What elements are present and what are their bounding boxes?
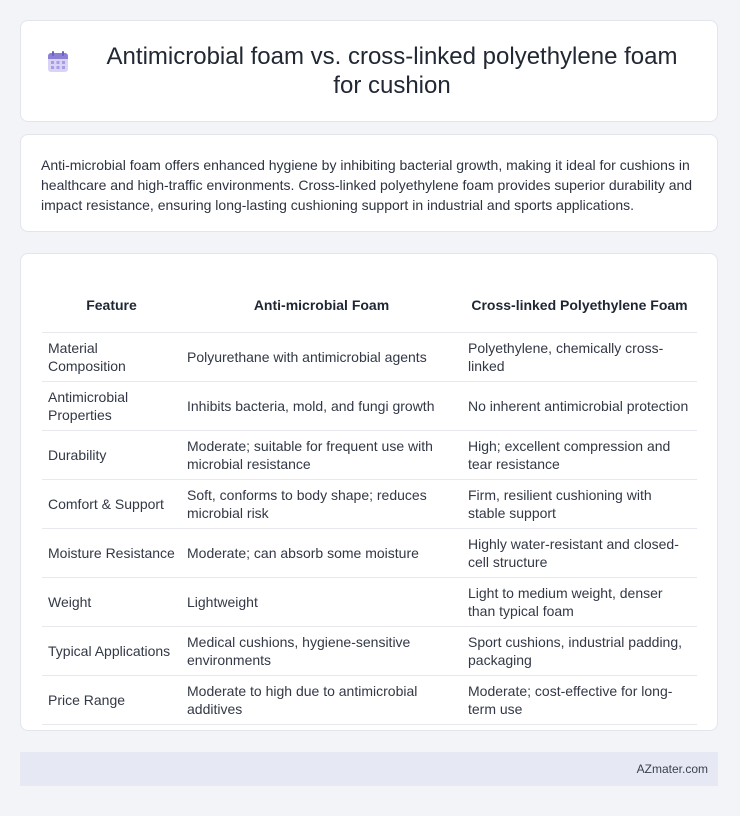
cell-feature: Comfort & Support <box>42 479 181 528</box>
cell-antimicrobial: Lightweight <box>181 577 462 626</box>
cell-antimicrobial: Moderate; can absorb some moisture <box>181 528 462 577</box>
cell-feature: Price Range <box>42 675 181 724</box>
table-row <box>42 675 697 724</box>
cell-polyethylene: Polyethylene, chemically cross-linked <box>462 332 697 381</box>
title-card <box>20 20 718 122</box>
table-row <box>42 430 697 479</box>
table-row <box>42 528 697 577</box>
cell-feature: Moisture Resistance <box>42 528 181 577</box>
table-row <box>42 626 697 675</box>
cell-polyethylene: High; excellent compression and tear resistance <box>462 430 697 479</box>
cell-polyethylene: Highly water-resistant and closed-cell structure <box>462 528 697 577</box>
title-wrap <box>46 42 692 100</box>
cell-feature: Antimicrobial Properties <box>42 381 181 430</box>
cell-polyethylene: No inherent antimicrobial protection <box>462 381 697 430</box>
page-title: Antimicrobial foam vs. cross-linked polyethylene foam for cushion <box>106 43 678 99</box>
cell-feature: Weight <box>42 577 181 626</box>
cell-antimicrobial: Medical cushions, hygiene-sensitive environments <box>181 626 462 675</box>
cell-polyethylene: Moderate; cost-effective for long-term use <box>462 675 697 724</box>
cell-antimicrobial: Polyurethane with antimicrobial agents <box>181 332 462 381</box>
cell-polyethylene: Sport cushions, industrial padding, packaging <box>462 626 697 675</box>
cell-feature: Typical Applications <box>42 626 181 675</box>
cell-feature: Durability <box>42 430 181 479</box>
table-row <box>42 479 697 528</box>
comparison-table <box>42 270 697 725</box>
table-card <box>20 253 718 731</box>
summary-text: Anti-microbial foam offers enhanced hygiene by inhibiting bacterial growth, making it ideal for cushions in healthcare and high-traffic environments. Cross-linked polyethylene foam provides superior durability and impact resistance, ensuring long-lasting cushioning support in industrial and sports applications. <box>41 157 693 213</box>
table-header-row <box>42 270 697 332</box>
header-antimicrobial: Anti-microbial Foam <box>253 296 390 313</box>
cell-antimicrobial: Inhibits bacteria, mold, and fungi growth <box>181 381 462 430</box>
calendar-icon <box>46 50 70 74</box>
summary-card <box>20 134 718 232</box>
cell-polyethylene: Firm, resilient cushioning with stable support <box>462 479 697 528</box>
table-row <box>42 332 697 381</box>
cell-feature: Material Composition <box>42 332 181 381</box>
cell-antimicrobial: Moderate; suitable for frequent use with microbial resistance <box>181 430 462 479</box>
header-polyethylene: Cross-linked Polyethylene Foam <box>471 296 688 313</box>
cell-antimicrobial: Moderate to high due to antimicrobial additives <box>181 675 462 724</box>
cell-polyethylene: Light to medium weight, denser than typical foam <box>462 577 697 626</box>
footer <box>20 752 718 786</box>
table-row <box>42 381 697 430</box>
cell-antimicrobial: Soft, conforms to body shape; reduces microbial risk <box>181 479 462 528</box>
table-row <box>42 577 697 626</box>
header-feature: Feature <box>86 296 137 313</box>
footer-brand[interactable]: AZmater.com <box>636 762 708 776</box>
